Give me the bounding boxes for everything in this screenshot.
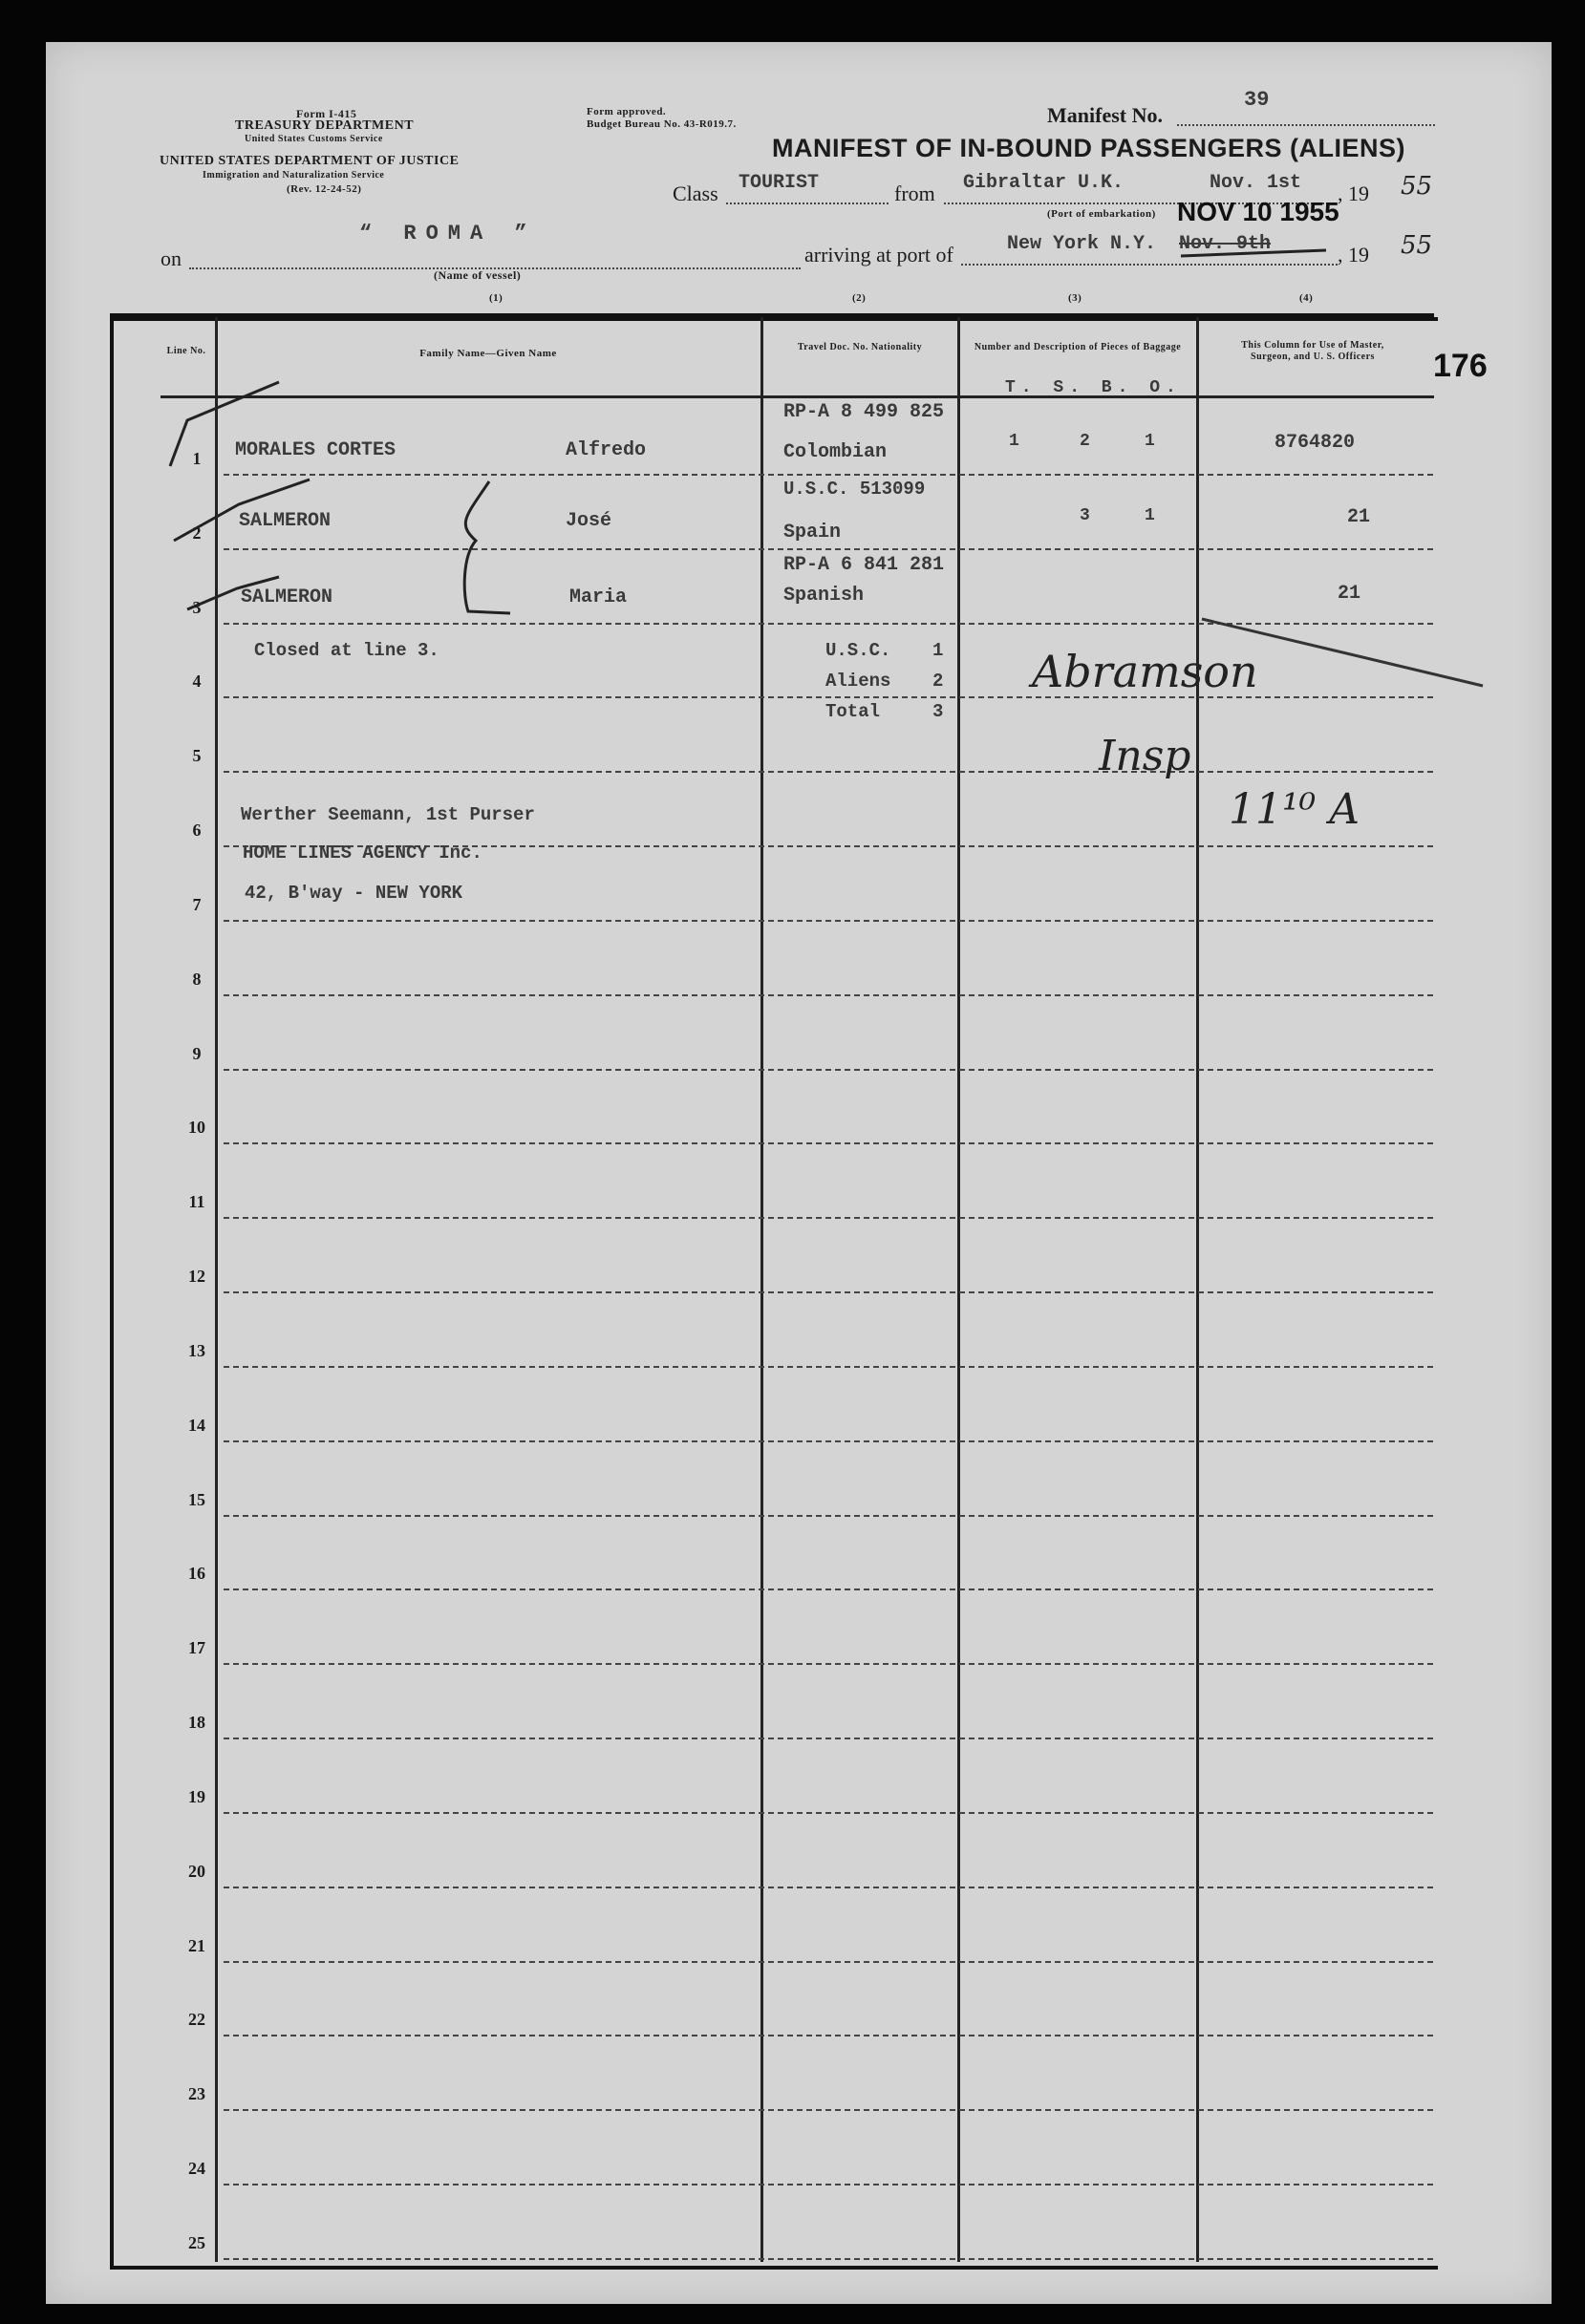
year-prefix-2: , 19 [1338, 243, 1369, 267]
closed-note: Closed at line 3. [254, 640, 439, 661]
header-baggage: Number and Description of Pieces of Baggage [974, 342, 1182, 352]
aliens-label: Aliens [825, 671, 891, 692]
line-number: 15 [188, 1489, 205, 1509]
line-number: 16 [188, 1564, 205, 1584]
department-of-justice: UNITED STATES DEPARTMENT OF JUSTICE [160, 154, 460, 168]
passenger-1-baggage-b: 1 [1145, 432, 1155, 451]
header-officers: This Column for Use of Master, Surgeon, and U. S. Officers [1241, 340, 1384, 362]
passenger-3-given: Maria [569, 586, 628, 608]
passenger-1-baggage-t: 1 [1009, 432, 1019, 451]
aliens-count: 2 [932, 671, 944, 692]
inspector-initials: Insp [1099, 732, 1191, 780]
check-mark-2 [174, 480, 310, 541]
arriving-port: New York N.Y. [1007, 233, 1157, 255]
line-number: 8 [192, 969, 202, 989]
passenger-2-baggage-b: 1 [1145, 506, 1155, 525]
line-number: 19 [188, 1786, 205, 1806]
passenger-2-nationality: Spain [783, 522, 842, 544]
year-suffix-1: 55 [1401, 172, 1433, 201]
passenger-2-baggage-s: 3 [1080, 506, 1090, 525]
check-mark-3 [187, 577, 279, 609]
passenger-2-given: José [566, 510, 612, 532]
passenger-3-officer: 21 [1338, 583, 1361, 605]
arriving-label: arriving at port of [804, 243, 953, 267]
passenger-1-officer: 8764820 [1274, 432, 1356, 454]
line-number: 18 [188, 1713, 205, 1733]
passenger-1-family: MORALES CORTES [235, 439, 396, 461]
agency-line: HOME LINES AGENCY Inc. [243, 842, 482, 864]
line-number: 25 [188, 2233, 205, 2252]
passenger-1-given: Alfredo [566, 439, 647, 461]
class-value: TOURIST [739, 172, 820, 194]
manifest-label: Manifest No. [1047, 103, 1163, 127]
line-number: 13 [188, 1340, 205, 1360]
passenger-1-nationality: Colombian [783, 441, 888, 463]
line-number: 20 [188, 1861, 205, 1881]
passenger-2-family: SALMERON [239, 510, 332, 532]
line-number: 7 [192, 894, 202, 914]
line-number: 3 [192, 597, 202, 617]
port-embarkation-label: (Port of embarkation) [1047, 208, 1156, 220]
year-prefix-1: , 19 [1338, 181, 1369, 205]
vessel-name: “ ROMA ” [359, 222, 537, 245]
manifest-number: 39 [1244, 88, 1270, 112]
form-approved: Form approved. [587, 106, 667, 117]
purser-line: Werther Seemann, 1st Purser [241, 804, 535, 825]
line-number: 22 [188, 2010, 205, 2030]
line-number: 6 [192, 821, 202, 841]
treasury-department: TREASURY DEPARTMENT [235, 118, 415, 133]
line-number: 24 [188, 2159, 205, 2179]
bracket [464, 481, 510, 613]
from-date: Nov. 1st [1210, 172, 1302, 194]
header-travel-doc: Travel Doc. No. Nationality [797, 342, 923, 352]
date-stamp: NOV 10 1955 [1177, 197, 1339, 226]
passenger-3-nationality: Spanish [783, 585, 865, 607]
on-label: on [161, 246, 182, 270]
header-line-no: Line No. [166, 346, 206, 356]
passenger-2-officer: 21 [1347, 506, 1371, 528]
closing-rule [1202, 619, 1483, 686]
passenger-1-baggage-s: 2 [1080, 432, 1090, 451]
line-number: 2 [192, 522, 202, 543]
from-port: Gibraltar U.K. [963, 172, 1124, 194]
col-4-number: (4) [1299, 292, 1314, 304]
line-number: 5 [192, 746, 202, 766]
passenger-3-doc: RP-A 6 841 281 [783, 554, 945, 576]
col-3-number: (3) [1068, 292, 1082, 304]
line-number: 1 [192, 448, 202, 468]
vessel-name-label: (Name of vessel) [434, 268, 522, 282]
usc-count: 1 [932, 640, 944, 661]
baggage-codes: T. S. B. O. [1005, 378, 1182, 397]
passenger-1-doc: RP-A 8 499 825 [783, 401, 945, 423]
passenger-3-family: SALMERON [241, 586, 333, 608]
page-title: MANIFEST OF IN-BOUND PASSENGERS (ALIENS) [772, 134, 1406, 162]
col-2-number: (2) [852, 292, 867, 304]
total-label: Total [825, 701, 881, 722]
line-number: 23 [188, 2084, 205, 2104]
budget-bureau: Budget Bureau No. 43-R019.7. [587, 118, 737, 130]
header-name: Family Name—Given Name [419, 348, 557, 359]
line-number: 17 [188, 1638, 205, 1658]
strike-nov9 [1181, 250, 1326, 256]
time-mark: 11¹⁰ A [1229, 785, 1360, 834]
line-number: 21 [188, 1935, 205, 1955]
customs-service: United States Customs Service [245, 134, 383, 144]
form-number: Form I-415 [296, 107, 357, 120]
line-number: 9 [192, 1043, 202, 1063]
line-number: 4 [192, 672, 202, 692]
line-number: 10 [188, 1118, 205, 1138]
usc-label: U.S.C. [825, 640, 891, 661]
address-line: 42, B'way - NEW YORK [245, 883, 463, 904]
from-label: from [894, 181, 935, 205]
inspector-signature: Abramson [1032, 646, 1258, 697]
passenger-2-doc: U.S.C. 513099 [783, 479, 926, 500]
ins-service: Immigration and Naturalization Service [203, 170, 385, 181]
arriving-date: Nov. 9th [1179, 233, 1272, 255]
page-number: 176 [1433, 348, 1488, 384]
year-suffix-2: 55 [1401, 231, 1433, 260]
check-mark-1 [170, 382, 279, 466]
line-number: 12 [188, 1267, 205, 1287]
total-count: 3 [932, 701, 944, 722]
revision: (Rev. 12-24-52) [287, 183, 362, 195]
line-number: 14 [188, 1415, 205, 1435]
class-label: Class [673, 181, 718, 205]
col-1-number: (1) [489, 292, 503, 304]
line-number: 11 [188, 1192, 205, 1212]
